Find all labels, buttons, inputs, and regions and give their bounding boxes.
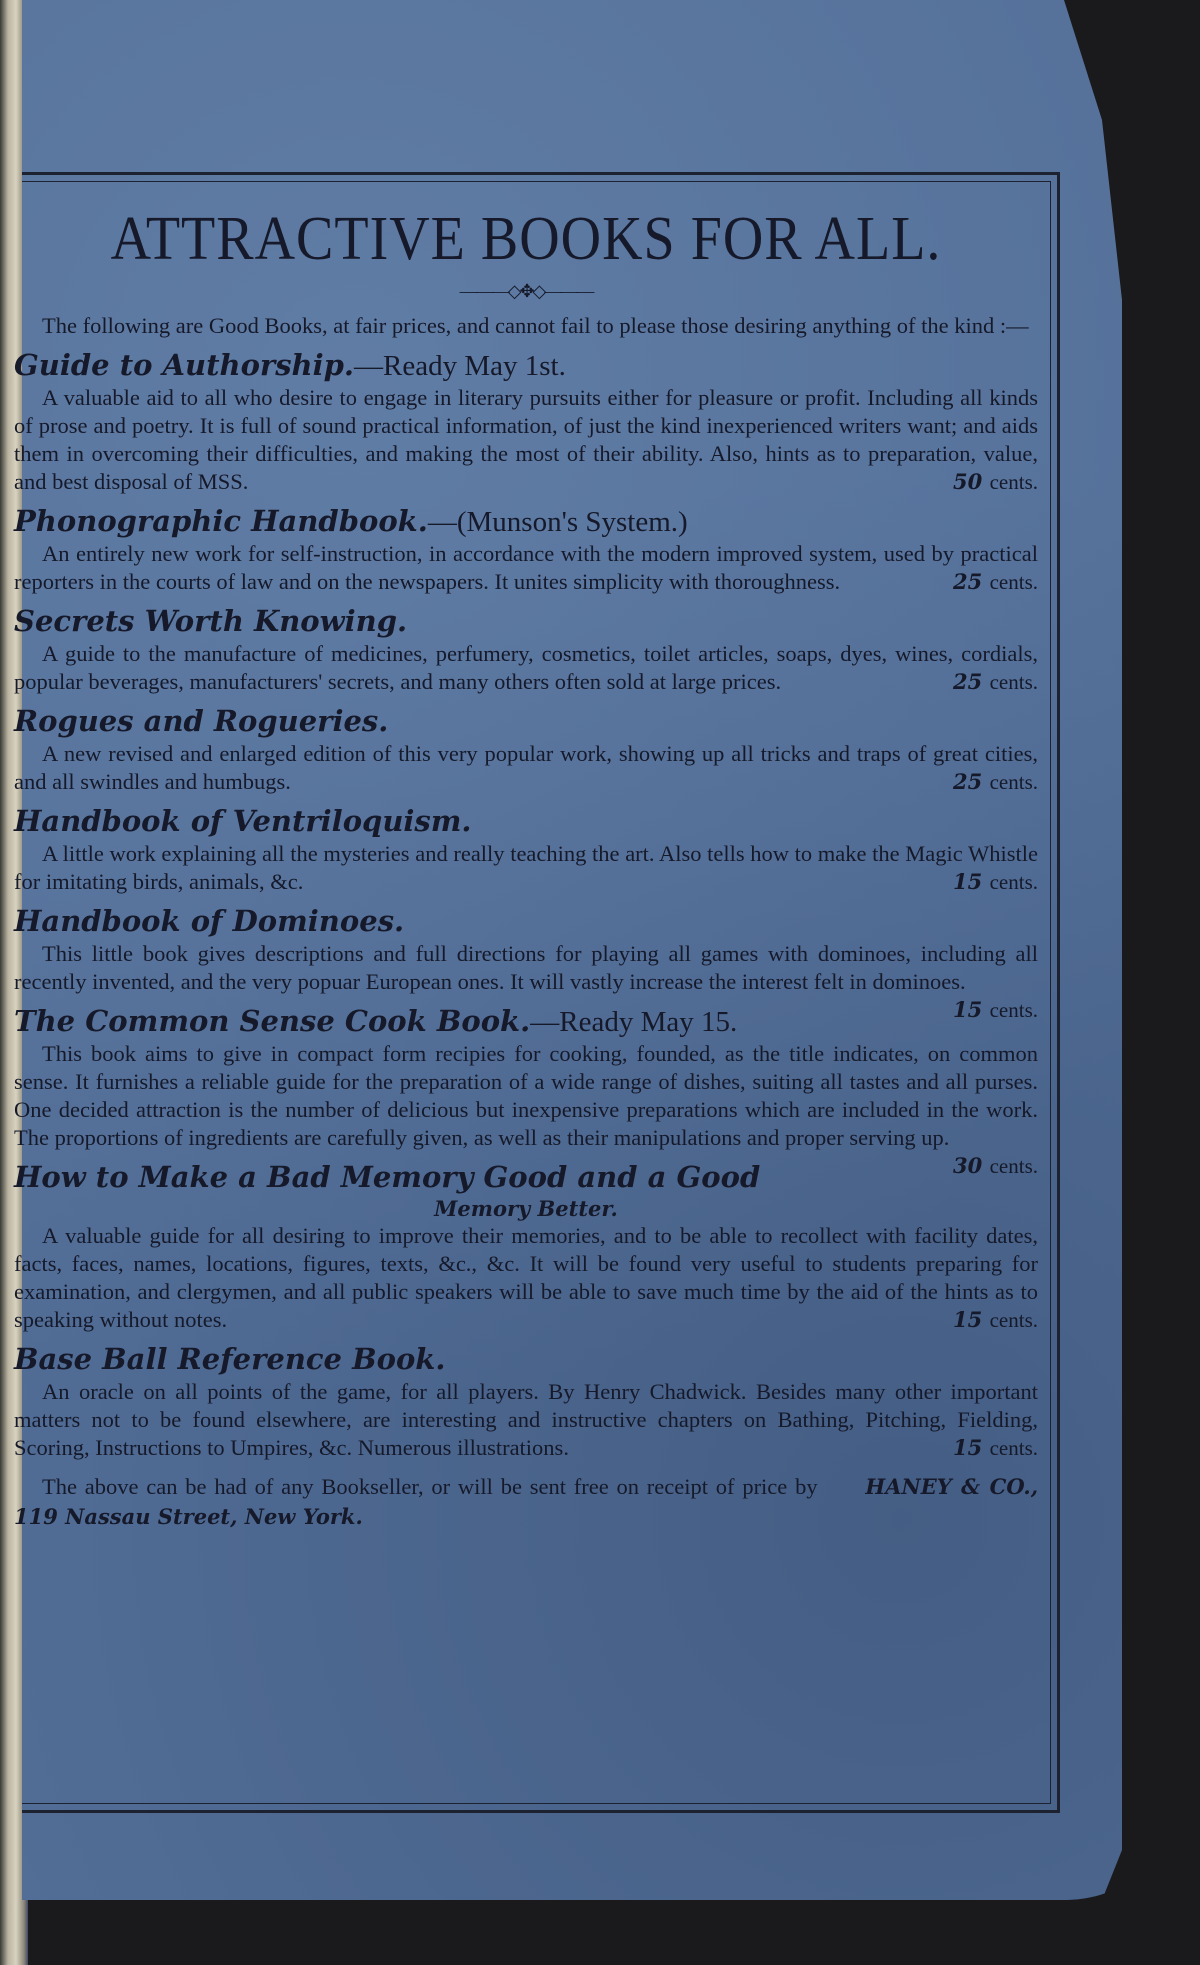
book-entry <box>14 502 1038 596</box>
book-price <box>925 996 1038 1024</box>
price-unit: cents. <box>989 1308 1038 1332</box>
description-text: A valuable guide for all desiring to improve their memories, and to be able to recollect with facility dates, facts, faces, names, locations, figures, texts, &c., &c. It will be found very useful to students preparing for examination, and clergymen, and all public speakers will be able to save much time by the aid of the hints as to speaking without notes. <box>14 1223 1038 1332</box>
book-price <box>925 768 1038 796</box>
book-list <box>14 346 1038 1462</box>
book-title: The Common Sense Cook Book. <box>14 1004 531 1038</box>
description-text: This book aims to give in compact form recipies for cooking, founded, as the title indicates, on common sense. It furnishes a reliable guide for the preparation of a wide range of dishes, suiting all tastes and all purses. One decided attraction is the number of delicious but inexpensive preparations which are included in the work. The proportions of ingredients are carefully given, as well as their manipulations and proper serving up. <box>14 1041 1038 1150</box>
book-title: How to Make a Bad Memory Good and a Good <box>14 1160 761 1194</box>
book-description <box>14 640 1038 696</box>
description-text: An oracle on all points of the game, for all players. By Henry Chadwick. Besides many other important matters not to be found elsewhere, are interesting and instructive chapters on Bathing, Pitching, Fielding, Scoring, Instructions to Umpires, &c. Numerous illustrations. <box>14 1379 1038 1460</box>
book-heading <box>14 802 1038 840</box>
description-text: A guide to the manufacture of medicines, perfumery, cosmetics, toilet articles, soaps, dyes, wines, cordials, popular beverages, manufacturers' secrets, and many others often sold at large prices. <box>14 641 1038 694</box>
book-heading <box>14 902 1038 940</box>
description-text: This little book gives descriptions and full directions for playing all games with dominoes, including all recently invented, and the very popuar European ones. It will vastly increase the interest felt in dominoes. <box>14 941 1038 994</box>
price-value: 15 <box>953 869 983 894</box>
book-note: —(Munson's System.) <box>427 506 688 538</box>
book-entry <box>14 1340 1038 1462</box>
book-heading <box>14 346 1038 384</box>
book-note: —Ready May 15. <box>530 1006 738 1038</box>
book-price <box>925 568 1038 596</box>
book-title: Base Ball Reference Book. <box>14 1342 446 1376</box>
book-entry <box>14 346 1038 496</box>
book-price <box>925 868 1038 896</box>
price-value: 50 <box>953 469 983 494</box>
book-description <box>14 740 1038 796</box>
book-title: Rogues and Rogueries. <box>14 704 389 738</box>
price-unit: cents. <box>989 870 1038 894</box>
price-value: 30 <box>953 1153 983 1178</box>
price-value: 25 <box>953 669 983 694</box>
book-title: Phonographic Handbook. <box>14 504 428 538</box>
book-entry <box>14 602 1038 696</box>
price-value: 15 <box>953 1435 983 1460</box>
price-value: 25 <box>953 769 983 794</box>
price-value: 15 <box>953 1307 983 1332</box>
book-title: Handbook of Ventriloquism. <box>14 804 472 838</box>
book-heading <box>14 1340 1038 1378</box>
book-entry <box>14 802 1038 896</box>
page-title: ATTRACTIVE BOOKS FOR ALL. <box>110 204 942 274</box>
price-unit: cents. <box>989 1154 1038 1178</box>
book-description <box>14 1378 1038 1462</box>
price-unit: cents. <box>989 670 1038 694</box>
book-price <box>925 468 1038 496</box>
book-note: —Ready May 1st. <box>354 350 566 382</box>
price-unit: cents. <box>989 470 1038 494</box>
book-heading <box>14 502 1038 540</box>
book-price <box>925 1152 1038 1180</box>
price-unit: cents. <box>989 998 1038 1022</box>
book-entry <box>14 702 1038 796</box>
description-text: An entirely new work for self-instruction, in accordance with the modern improved system, used by practical reporters in the courts of law and on the newspapers. It unites simplicity with thoroughness. <box>14 541 1038 594</box>
book-entry <box>14 1158 1038 1334</box>
book-subtitle: Memory Better. <box>434 1196 618 1221</box>
description-text: A little work explaining all the mysteries and really teaching the art. Also tells how to make the Magic Whistle for imitating birds, animals, &c. <box>14 841 1038 894</box>
description-text: A new revised and enlarged edition of this very popular work, showing up all tricks and traps of great cities, and all swindles and humbugs. <box>14 741 1038 794</box>
price-unit: cents. <box>989 770 1038 794</box>
book-heading <box>14 602 1038 640</box>
book-title: Handbook of Dominoes. <box>14 904 405 938</box>
price-value: 15 <box>953 997 983 1022</box>
description-text: A valuable aid to all who desire to engage in literary pursuits either for pleasure or profit. Including all kinds of prose and poetry. It is full of sound practical information, of just the kind inexperienced writers want; and aids them in overcoming their difficulties, and making the most of their ability. Also, hints as to preparation, value, and best disposal of MSS. <box>14 385 1038 494</box>
footer-note: The above can be had of any Bookseller, or will be sent free on receipt of price by <box>42 1474 818 1499</box>
book-description <box>14 1222 1038 1334</box>
publisher-address: HANEY & CO., 119 Nassau Street, New York. <box>14 1474 1039 1529</box>
title-ornament: ———◇✥◇——— <box>459 281 593 301</box>
book-description <box>14 384 1038 496</box>
book-heading <box>14 1158 1038 1196</box>
book-price <box>925 668 1038 696</box>
price-unit: cents. <box>989 1436 1038 1460</box>
book-description <box>14 840 1038 896</box>
book-heading <box>14 1002 1038 1040</box>
footer-text <box>14 1472 1038 1532</box>
price-value: 25 <box>953 569 983 594</box>
book-title: Secrets Worth Knowing. <box>14 604 408 638</box>
price-unit: cents. <box>989 570 1038 594</box>
book-price <box>925 1434 1038 1462</box>
advertisement-content <box>14 182 1038 1555</box>
book-price <box>925 1306 1038 1334</box>
book-title: Guide to Authorship. <box>14 348 355 382</box>
book-description <box>14 540 1038 596</box>
intro-text: The following are Good Books, at fair prices, and cannot fail to please those desiring anything of the kind :— <box>42 313 1029 338</box>
book-heading <box>14 702 1038 740</box>
